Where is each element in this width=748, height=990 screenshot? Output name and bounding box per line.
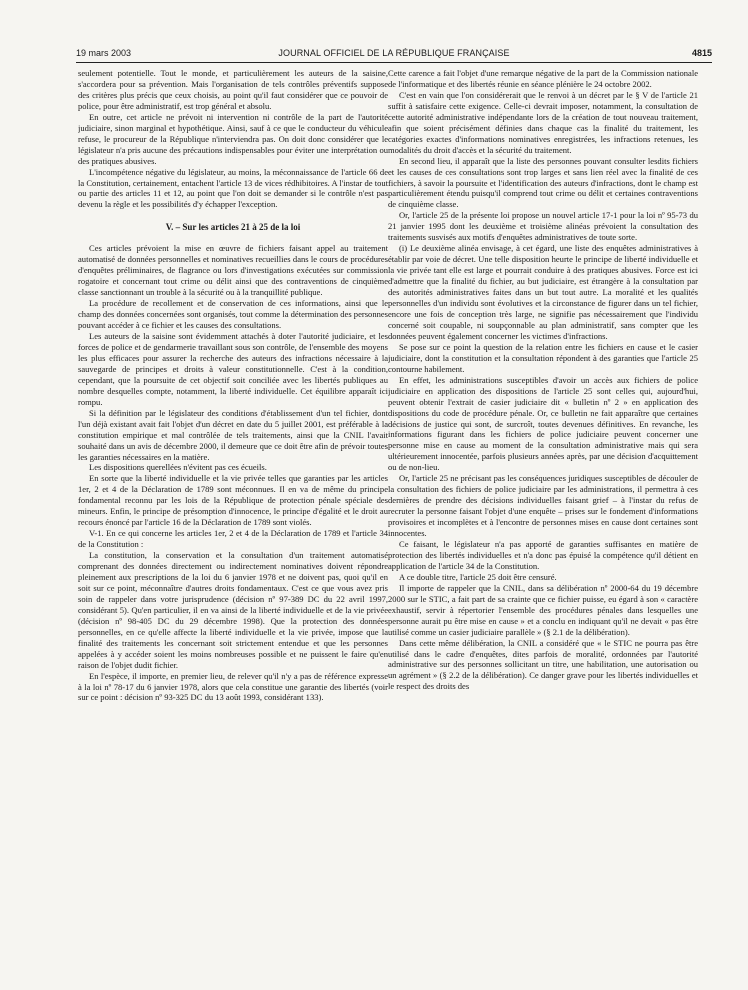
paragraph: En outre, cet article ne prévoit ni intervention ni contrôle de la part de l'autorité judiciaire, sinon marginal et hypothétique. Ainsi, sauf à ce que le conducteur du véhicule refuse, le procureur de la République n'interviendra pas. On doit donc considérer que le législateur n'a pris aucune des précautions indispensables pour éviter une interprétation ou des pratiques abusives. [78, 111, 388, 166]
left-column [78, 68, 388, 973]
journal-title: JOURNAL OFFICIEL DE LA RÉPUBLIQUE FRANÇAISE [278, 48, 510, 58]
paragraph: En effet, les administrations susceptibles d'avoir un accès aux fichiers de police judiciaire en application des dispositions de l'article 25 sont celles qui, aujourd'hui, peuvent obtenir l'extrait de casier judiciaire dit « bulletin nº 2 » en application des dispositions du code de procédure pénale. Or, ce bulletin ne fait apparaître que certaines décisions de justice qui sont, de surcroît, toutes devenues définitives. En revanche, les informations figurant dans les fichiers de police judiciaire peuvent concerner une personne mise en cause au moment de la consultation administrative mais qui sera ultérieurement innocentée, parfois plusieurs années après, par une décision d'acquittement ou de non-lieu. [388, 374, 698, 473]
header-date: 19 mars 2003 [76, 48, 132, 58]
paragraph: V-1. En ce qui concerne les articles 1er, 2 et 4 de la Déclaration de 1789 et l'article 34 de la Constitution : [78, 528, 388, 550]
paragraph: Ces articles prévoient la mise en œuvre de fichiers faisant appel au traitement automatisé de données personnelles et nominatives recueillies dans le cours de procédures d'enquêtes préliminaires, de flagrance ou lors d'investigations exécutées sur commission rogatoire et concernant tout crime ou délit ainsi que des contraventions de cinquième classe sanctionnant un trouble à la sécurité ou à la tranquillité publique. [78, 243, 388, 298]
paragraph: La procédure de recollement et de conservation de ces informations, ainsi que le champ des données concernées sont organisés, tout comme la détermination des personnes pouvant accéder à ce fichier et les causes des consultations. [78, 298, 388, 331]
paragraph: Les auteurs de la saisine sont évidemment attachés à doter l'autorité judiciaire, et les forces de police et de gendarmerie travaillant sous son contrôle, de l'ensemble des moyens les plus efficaces pour assurer la recherche des auteurs des infractions nécessaire à la sauvegarde de principes et droits à valeur constitutionnelle. C'est à la condition, cependant, que la poursuite de cet objectif soit conciliée avec les libertés publiques au nombre desquelles compte, notamment, la liberté individuelle. Cet équilibre apparaît ici rompu. [78, 331, 388, 407]
paragraph: Or, l'article 25 de la présente loi propose un nouvel article 17-1 pour la loi nº 95-73 du 21 janvier 1995 dont les deuxième et troisième alinéas prévoient la consultation des traitements susvisés aux motifs d'enquêtes administratives de toute sorte. [388, 210, 698, 243]
paragraph: Les dispositions querellées n'évitent pas ces écueils. [89, 462, 267, 473]
right-column [388, 68, 698, 973]
section-heading: V. – Sur les articles 21 à 25 de la loi [165, 222, 301, 233]
paragraph: seulement potentielle. Tout le monde, et particulièrement les auteurs de la saisine, s'accordera pour sa prévention. Mais l'organisation de tels contrôles préventifs suppose des critères plus précis que ceux choisis, au point qu'il faut considérer que ce pouvoir de police, pour être administratif, est trop général et absolu. [78, 68, 388, 111]
paragraph: A ce double titre, l'article 25 doit être censuré. [399, 571, 557, 582]
paragraph: En second lieu, il apparaît que la liste des personnes pouvant consulter lesdits fichiers et les causes de ces consultations sont trop larges et sans lien réel avec la finalité de ces fichiers, à savoir la poursuite et l'identification des auteurs d'infractions, dont le champ est particulièrement étendu puisqu'il comprend tout crime ou délit et certaines contraventions de cinquième classe. [388, 155, 698, 210]
paragraph: Ce faisant, le législateur n'a pas apporté de garanties suffisantes en matière de protection des libertés individuelles et n'a donc pas épuisé la compétence qu'il détient en application de l'article 34 de la Constitution. [388, 538, 698, 571]
paragraph: Cette carence a fait l'objet d'une remarque négative de la part de la Commission nationale de l'informatique et des libertés réunie en séance plénière le 24 octobre 2002. [388, 68, 698, 89]
page-number: 4815 [691, 48, 712, 58]
paragraph: Dans cette même délibération, la CNIL a considéré que « le STIC ne pourra pas être utilisé dans le cadre d'enquêtes, dites parfois de moralité, ordonnées par l'autorité administrative sur des personnes sollicitant un titre, une habilitation, une autorisation ou un agrément » (§ 2.2 de la délibération). Ce danger grave pour les libertés individuelles et le respect des droits des [388, 637, 698, 692]
paragraph: C'est en vain que l'on considérerait que le renvoi à un décret par le § V de l'article 21 suffit à satisfaire cette exigence. Celle-ci devrait imposer, notamment, la consultation de cette autorité administrative indépendante lors de la création de tout nouveau traitement, afin que soient précisément définies dans chaque cas la finalité du traitement, les catégories exactes d'informations nominatives enregistrées, les infractions retenues, les modalités du droit d'accès et la sécurité du traitement. [388, 89, 698, 155]
paragraph: (i) Le deuxième alinéa envisage, à cet égard, une liste des enquêtes administratives à établir par voie de décret. Une telle disposition heurte le principe de liberté individuelle et la vie privée tant elle est large et pourrait conduire à des pratiques abusives. Force est ici d'admettre que la finalité du fichier, au but judiciaire, est étrangère à la consultation par des autorités administratives faites dans un but tout autre. La moralité et les qualités personnelles d'un individu sont évolutives et la circonstance de figurer dans un tel fichier, encore une fois de conception très large, ne signifie pas nécessairement que l'individu concerné soit coupable, ni soupçonnable au plan administratif, sans compter que les données peuvent également concerner les victimes d'infractions. [388, 243, 698, 341]
paragraph: La constitution, la conservation et la consultation d'un traitement automatisé comprenant des données directement ou indirectement nominatives doivent répondre pleinement aux prescriptions de la loi du 6 janvier 1978 et ne doivent pas, quoi qu'il en soit sur ce point, méconnaître d'autres droits fondamentaux. C'est ce que vous avez pris soin de rappeler dans votre jurisprudence (décision nº 97-389 DC du 22 avril 1997, considérant 5). Qu'en particulier, il en va ainsi de la liberté individuelle et de la vie privée (décision nº 98-405 DC du 29 décembre 1998). Que la protection des données personnelles, en ce qu'elle affecte la liberté individuelle et la vie privée, impose que la finalité des traitements les concernant soit strictement entendue et que les personnes appelées à y accéder soient les moins nombreuses possible et ne puissent le faire qu'en raison de l'objet dudit fichier. [78, 550, 388, 670]
paragraph: Si la définition par le législateur des conditions d'établissement d'un tel fichier, dont l'un déjà existant avait fait l'objet d'un décret en date du 5 juillet 2001, est préférable à la constitution empirique et mal contrôlée de tels traitements, ainsi que la CNIL l'avait souhaité dans un avis de décembre 2000, il demeure que ce doit être afin de prévoir toutes les garanties nécessaires en la matière. [78, 407, 388, 462]
paragraph: Or, l'article 25 ne précisant pas les conséquences juridiques susceptibles de découler de la consultation des fichiers de police judiciaire par les administrations, il permettra à ces dernières de prendre des décisions individuelles faisant grief – à l'instar du refus de recruter la personne faisant l'objet d'une enquête – prises sur le fondement d'informations provisoires et incomplètes et à l'encontre de personnes mises en cause dont certaines sont innocentes. [388, 473, 698, 539]
header-rule [76, 62, 712, 63]
paragraph: Se pose sur ce point la question de la relation entre les fichiers en cause et le casier judiciaire, dont la constitution et la consultation répondent à des garanties que l'article 25 contourne habilement. [388, 341, 698, 374]
running-header [76, 48, 712, 62]
paragraph: En sorte que la liberté individuelle et la vie privée telles que garanties par les articles 1er, 2 et 4 de la Déclaration de 1789 sont méconnues. Il en va de même du principe fondamental reconnu par les lois de la République de protection pénale spéciale des mineurs. Enfin, le principe de présomption d'innocence, le principe d'égalité et le droit au recours énoncé par l'article 16 de la Déclaration de 1789 sont violés. [78, 473, 388, 528]
paragraph: L'incompétence négative du législateur, au moins, la méconnaissance de l'article 66 de la Constitution, certainement, entachent l'article 13 de vices rédhibitoires. A l'instar de tout ou partie des articles 11 et 12, au point que l'on doit se demander si le contrôle n'est pas devenu la règle et les possibilités d'y échapper l'exception. [78, 166, 388, 210]
paragraph: En l'espèce, il importe, en premier lieu, de relever qu'il n'y a pas de référence expresse à la loi nº 78-17 du 6 janvier 1978, alors que cela constitue une garantie des libertés (voir sur ce point : décision nº 93-325 DC du 13 août 1993, considérant 133). [78, 670, 388, 703]
paragraph: Il importe de rappeler que la CNIL, dans sa délibération nº 2000-64 du 19 décembre 2000 sur le STIC, a fait part de sa crainte que ce fichier puisse, eu égard à son « caractère exhaustif, servir à répertorier l'ensemble des procédures pénales dans lesquelles une personne aurait pu être mise en cause » et a conclu en indiquant qu'il ne devait « pas être utilisé comme un casier judiciaire parallèle » (§ 2.1 de la délibération). [388, 582, 698, 637]
